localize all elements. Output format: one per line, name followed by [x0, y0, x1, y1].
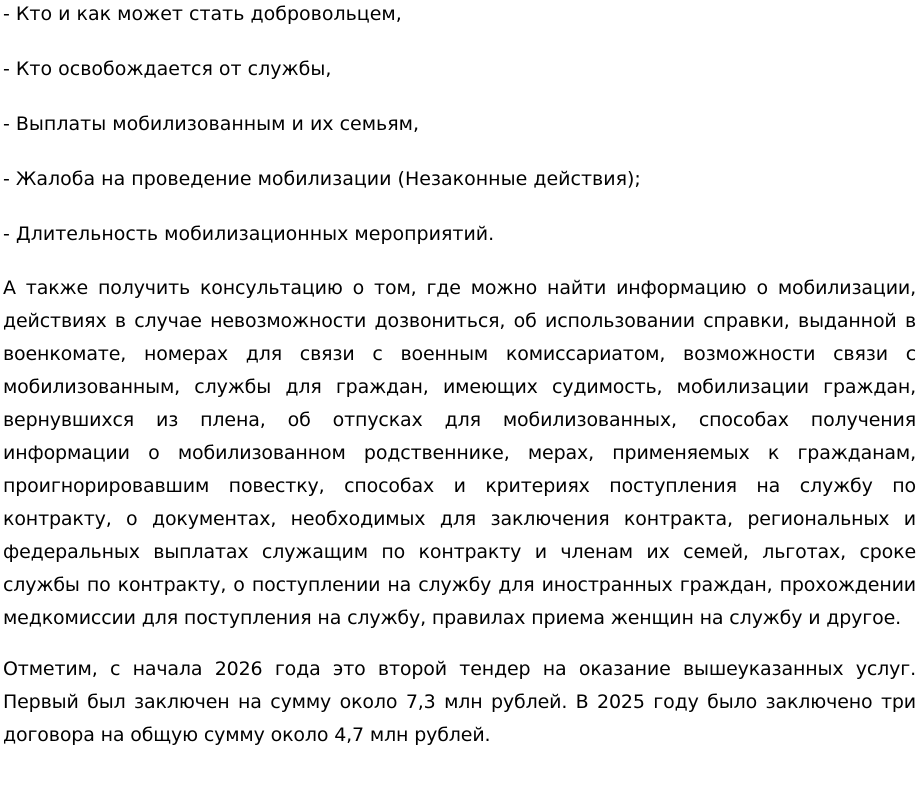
bullet-list — [3, 2, 916, 246]
list-item: - Жалоба на проведение мобилизации (Незаконные действия); — [3, 168, 641, 190]
list-item: - Кто освобождается от службы, — [3, 58, 332, 80]
paragraph-consultation-topics: А также получить консультацию о том, где можно найти информацию о мобилизации, действиях в случае невозможности дозвониться, об использовании справки, выданной в военкомате, номерах для связи с военным комиссариатом, возможности связи с мобилизованным, службы для граждан, имеющих судимость, мобилизации граждан, вернувшихся из плена, об отпусках для мобилизованных, способах получения информации о мобилизованном родственнике, мерах, применяемых к гражданам, проигнорировавшим повестку, способах и критериях поступления на службу по контракту, о документах, необходимых для заключения контракта, региональных и федеральных выплатах служащим по контракту и членам их семей, льготах, сроке службы по контракту, о поступлении на службу для иностранных граждан, прохождении медкомиссии для поступления на службу, правилах приема женщин на службу и другое. — [3, 277, 916, 629]
article-page — [0, 2, 919, 802]
list-item: - Длительность мобилизационных мероприятий. — [3, 223, 495, 245]
list-item: - Кто и как может стать добровольцем, — [3, 3, 402, 25]
list-item: - Выплаты мобилизованным и их семьям, — [3, 113, 420, 135]
paragraph-tender-note: Отметим, с начала 2026 года это второй тендер на оказание вышеуказанных услуг. Первый был заключен на сумму около 7,3 млн рублей. В 2025 году было заключено три договора на общую сумму около 4,7 млн рублей. — [3, 658, 916, 746]
